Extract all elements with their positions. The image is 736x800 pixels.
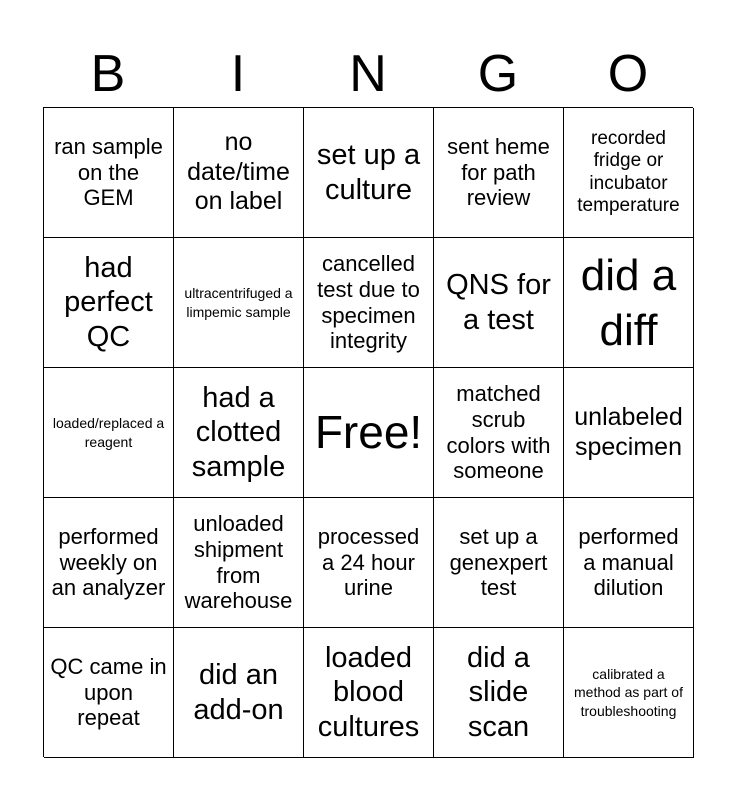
bingo-cell-r3-c1[interactable]: loaded/replaced a reagent bbox=[44, 368, 174, 498]
bingo-cell-r2-c3[interactable]: cancelled test due to specimen integrity bbox=[304, 238, 434, 368]
bingo-cell-r1-c2[interactable]: no date/time on label bbox=[174, 108, 304, 238]
bingo-header bbox=[43, 40, 693, 108]
header-letter-n: N bbox=[349, 45, 387, 103]
bingo-cell-r3-c4[interactable]: matched scrub colors with someone bbox=[434, 368, 564, 498]
header-letter-o: O bbox=[607, 45, 649, 103]
bingo-cell-r1-c4[interactable]: sent heme for path review bbox=[434, 108, 564, 238]
bingo-cell-r4-c5[interactable]: performed a manual dilution bbox=[564, 498, 694, 628]
bingo-cell-r5-c4[interactable]: did a slide scan bbox=[434, 628, 564, 758]
bingo-cell-r4-c1[interactable]: performed weekly on an analyzer bbox=[44, 498, 174, 628]
header-letter-g: G bbox=[477, 45, 519, 103]
bingo-cell-r3-c5[interactable]: unlabeled specimen bbox=[564, 368, 694, 498]
bingo-cell-r1-c1[interactable]: ran sample on the GEM bbox=[44, 108, 174, 238]
bingo-cell-r2-c4[interactable]: QNS for a test bbox=[434, 238, 564, 368]
bingo-card-grid bbox=[43, 107, 693, 757]
free-space[interactable]: Free! bbox=[304, 368, 434, 498]
bingo-cell-r2-c2[interactable]: ultracentrifuged a limpemic sample bbox=[174, 238, 304, 368]
header-letter-b: B bbox=[90, 45, 126, 103]
bingo-cell-r2-c5[interactable]: did a diff bbox=[564, 238, 694, 368]
bingo-cell-r4-c3[interactable]: processed a 24 hour urine bbox=[304, 498, 434, 628]
bingo-cell-r5-c2[interactable]: did an add-on bbox=[174, 628, 304, 758]
bingo-cell-r5-c3[interactable]: loaded blood cultures bbox=[304, 628, 434, 758]
bingo-cell-r1-c3[interactable]: set up a culture bbox=[304, 108, 434, 238]
bingo-cell-r5-c1[interactable]: QC came in upon repeat bbox=[44, 628, 174, 758]
bingo-cell-r2-c1[interactable]: had perfect QC bbox=[44, 238, 174, 368]
bingo-cell-r3-c2[interactable]: had a clotted sample bbox=[174, 368, 304, 498]
bingo-cell-r1-c5[interactable]: recorded fridge or incubator temperature bbox=[564, 108, 694, 238]
header-letter-i: I bbox=[230, 45, 246, 103]
bingo-cell-r4-c4[interactable]: set up a genexpert test bbox=[434, 498, 564, 628]
bingo-cell-r4-c2[interactable]: unloaded shipment from warehouse bbox=[174, 498, 304, 628]
bingo-cell-r5-c5[interactable]: calibrated a method as part of troubleshooting bbox=[564, 628, 694, 758]
